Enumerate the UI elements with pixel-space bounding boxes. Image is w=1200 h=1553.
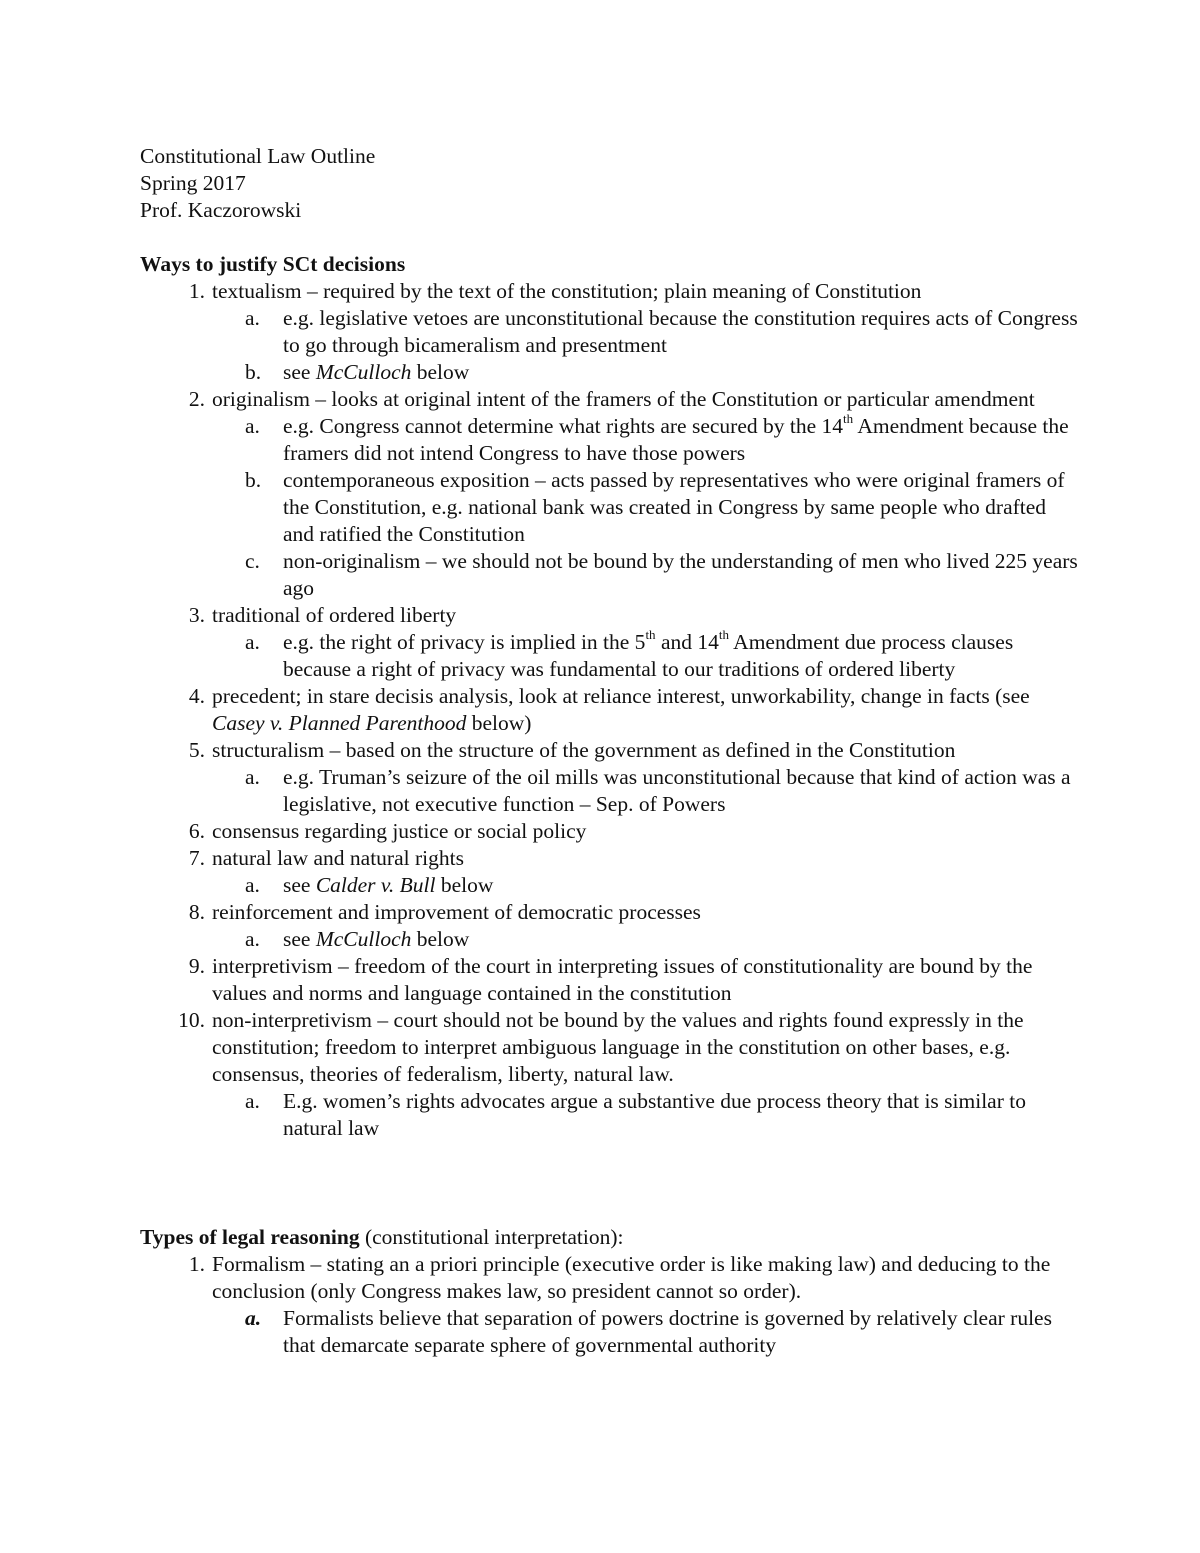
sub-item-text-pre: e.g. Congress cannot determine what rights are secured by the 14 (283, 414, 844, 438)
list-item-text: natural law and natural rights (212, 846, 464, 870)
list-item (140, 602, 1080, 629)
sub-list-item (140, 1088, 1080, 1142)
case-name: McCulloch (315, 927, 412, 951)
list-item (140, 899, 1080, 926)
sub-list-item (140, 764, 1080, 818)
sub-list-item (140, 410, 1080, 467)
list-item (140, 818, 1080, 845)
sub-letter: a. (245, 306, 260, 330)
sub-item-text-mid: and 14 (655, 630, 719, 654)
document-title: Constitutional Law Outline (140, 144, 376, 168)
list-number: 3. (188, 603, 205, 627)
sub-item-text-pre: see (283, 360, 316, 384)
list-item-text: structuralism – based on the structure of the government as defined in the Constitution (212, 738, 956, 762)
ordinal-suffix: th (843, 410, 854, 426)
ordinal-suffix: th (645, 626, 656, 642)
sub-item-text-post: Amendment because the framers did not intend Congress to have those powers (283, 414, 1069, 465)
list-number: 1. (188, 1252, 205, 1276)
sub-item-text: Formalists believe that separation of powers doctrine is governed by relatively clear rules that demarcate separate sphere of governmental authority (283, 1306, 1052, 1357)
document-professor: Prof. Kaczorowski (140, 198, 302, 222)
list-number: 1. (188, 279, 205, 303)
sub-letter: b. (245, 468, 262, 492)
list-item-text: originalism – looks at original intent of the framers of the Constitution or particular amendment (212, 387, 1035, 411)
list-item (140, 278, 1080, 305)
sub-item-text-post: below (411, 360, 470, 384)
list-item-text: interpretivism – freedom of the court in interpreting issues of constitutionality are bound by the values and norms and language contained in the constitution (212, 954, 1033, 1005)
sub-letter: a. (245, 873, 260, 897)
sub-item-text: E.g. women’s rights advocates argue a substantive due process theory that is similar to natural law (283, 1089, 1026, 1140)
section-heading (140, 1224, 1080, 1251)
section-heading-text: Types of legal reasoning (140, 1225, 360, 1249)
sub-item-text-pre: see (283, 927, 316, 951)
list-number: 2. (188, 387, 205, 411)
sub-list-item (140, 548, 1080, 602)
list-item-text: traditional of ordered liberty (212, 603, 457, 627)
case-name: Calder v. Bull (315, 873, 436, 897)
sub-list-item (140, 359, 1080, 386)
sub-list-item (140, 626, 1080, 683)
case-name: McCulloch (315, 360, 412, 384)
sub-item-text: e.g. legislative vetoes are unconstitutional because the constitution requires acts of Congress to go through bicameralism and presentment (283, 306, 1078, 357)
sub-letter: a. (245, 765, 260, 789)
ordinal-suffix: th (718, 626, 729, 642)
sub-letter: c. (245, 549, 260, 573)
section-types-of-legal-reasoning (140, 1224, 1080, 1359)
sub-item-text-post: Amendment due process clauses because a right of privacy was fundamental to our traditions of ordered liberty (283, 630, 1014, 681)
list-item (140, 845, 1080, 872)
sub-letter: a. (245, 1089, 260, 1113)
section-heading (140, 251, 1080, 278)
sub-item-text: contemporaneous exposition – acts passed by representatives who were original framers of the Constitution, e.g. national bank was created in Congress by same people who drafted and ratified the Constitution (283, 468, 1065, 546)
list-number: 5. (188, 738, 205, 762)
list-number: 6. (188, 819, 205, 843)
document-header (140, 143, 1080, 224)
sub-list-item (140, 467, 1080, 548)
sub-item-text: e.g. Truman’s seizure of the oil mills was unconstitutional because that kind of action was a legislative, not executive function – Sep. of Powers (283, 765, 1071, 816)
list-item (140, 1007, 1080, 1088)
case-name: Casey v. Planned Parenthood (212, 711, 467, 735)
section-heading-text: Ways to justify SCt decisions (140, 252, 406, 276)
list-item-text: Formalism – stating an a priori principle (executive order is like making law) and deducing to the conclusion (only Congress makes law, so president cannot so order). (212, 1252, 1051, 1303)
sub-item-text-post: below (435, 873, 494, 897)
list-number: 8. (188, 900, 205, 924)
list-item (140, 953, 1080, 1007)
list-number: 9. (188, 954, 205, 978)
sub-letter: b. (245, 360, 262, 384)
list-item (140, 737, 1080, 764)
list-item-text: textualism – required by the text of the constitution; plain meaning of Constitution (212, 279, 922, 303)
document-term: Spring 2017 (140, 171, 246, 195)
section-heading-rest: (constitutional interpretation): (359, 1225, 624, 1249)
list-item-text-pre: precedent; in stare decisis analysis, look at reliance interest, unworkability, change in facts (see (212, 684, 1030, 708)
list-item-text-post: below) (466, 711, 532, 735)
sub-list-item (140, 872, 1080, 899)
sub-item-text: non-originalism – we should not be bound by the understanding of men who lived 225 years ago (283, 549, 1078, 600)
sub-letter: a. (245, 1306, 262, 1330)
sub-list-item (140, 1305, 1080, 1359)
sub-item-text-post: below (411, 927, 470, 951)
list-number: 7. (188, 846, 205, 870)
sub-letter: a. (245, 630, 260, 654)
sub-item-text-pre: see (283, 873, 316, 897)
list-item (140, 1251, 1080, 1305)
section-ways-to-justify (140, 251, 1080, 1142)
list-item (140, 386, 1080, 413)
list-item (140, 683, 1080, 737)
sub-list-item (140, 305, 1080, 359)
sub-letter: a. (245, 927, 260, 951)
list-item-text: non-interpretivism – court should not be bound by the values and rights found expressly in the constitution; freedom to interpret ambiguous language in the constitution on other bases, e.g. consensus, theories of federalism, liberty, natural law. (212, 1008, 1024, 1086)
list-number: 10. (178, 1008, 205, 1032)
list-item-text: consensus regarding justice or social policy (212, 819, 587, 843)
list-item-text: reinforcement and improvement of democratic processes (212, 900, 701, 924)
sub-item-text-pre: e.g. the right of privacy is implied in the 5 (283, 630, 646, 654)
sub-letter: a. (245, 414, 260, 438)
sub-list-item (140, 926, 1080, 953)
list-number: 4. (188, 684, 205, 708)
